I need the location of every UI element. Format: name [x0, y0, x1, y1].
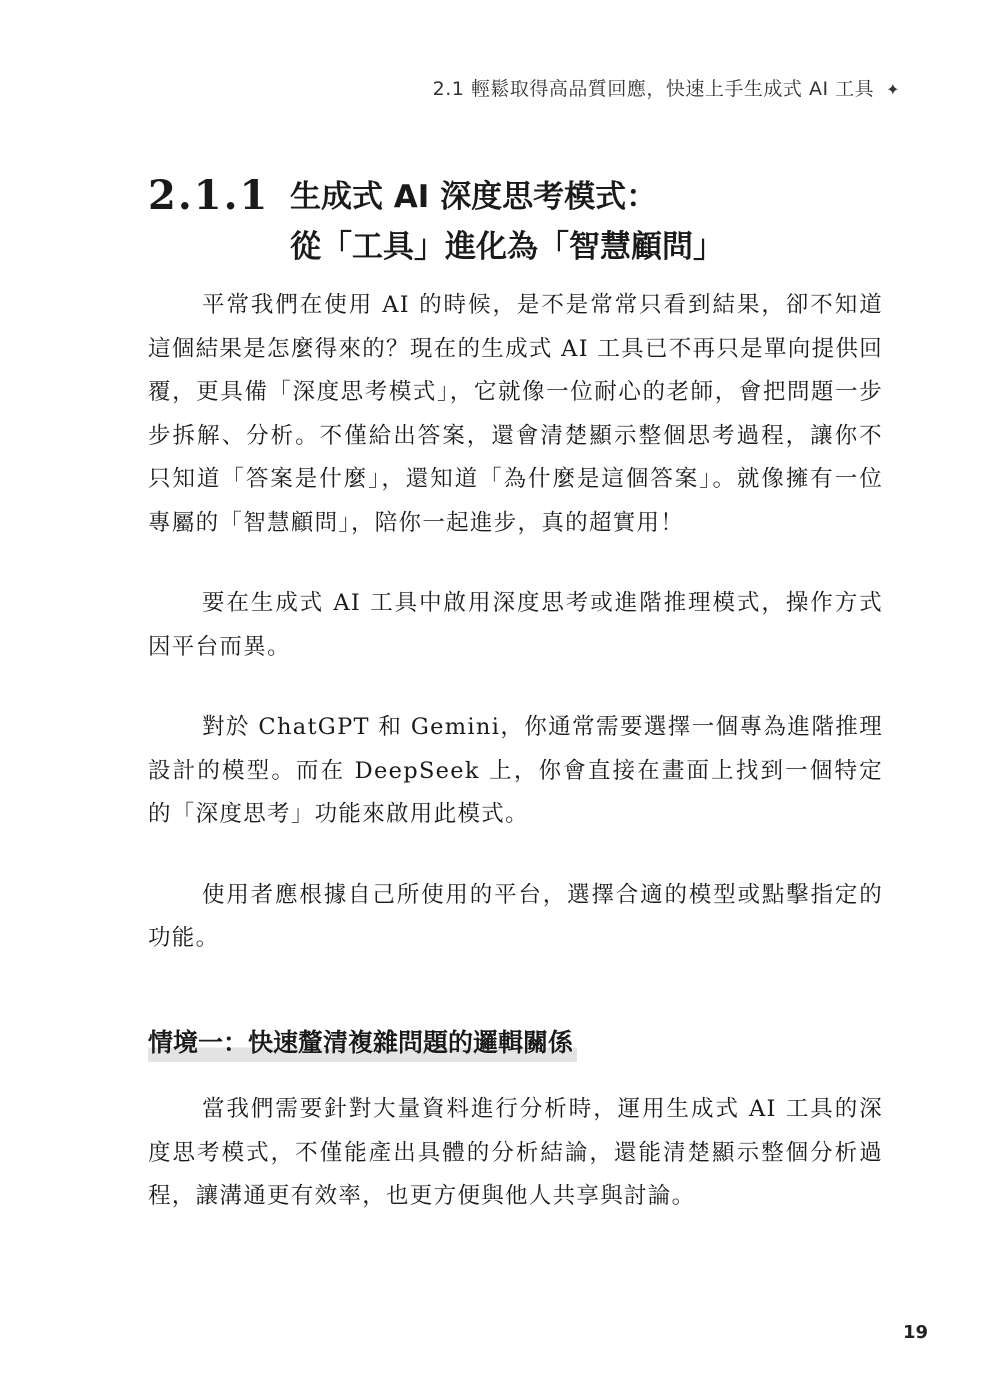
four-point-star-icon: ✦ — [886, 80, 900, 99]
section-title-line-1: 生成式 AI 深度思考模式： — [290, 179, 658, 215]
scenario-body — [148, 1088, 883, 1219]
paragraph-enable-mode: 要在生成式 AI 工具中啟用深度思考或進階推理模式，操作方式因平台而異。 — [148, 590, 883, 660]
running-header — [433, 74, 900, 101]
paragraph-advice: 使用者應根據自己所使用的平台，選擇合適的模型或點擊指定的功能。 — [148, 881, 883, 951]
section-title — [290, 172, 724, 272]
section-title-line-2: 從「工具」進化為「智慧顧問」 — [290, 229, 724, 265]
scenario-heading: 情境一：快速釐清複雜問題的邏輯關係 — [148, 1024, 577, 1062]
page-number: 19 — [902, 1322, 928, 1343]
body-text — [148, 284, 883, 961]
paragraph-intro: 平常我們在使用 AI 的時候，是不是常常只看到結果，卻不知道這個結果是怎麼得來的？現在的生成式 AI 工具已不再只是單向提供回覆，更具備「深度思考模式」，它就像一位耐心的老師，會把問題一步步拆解、分析。不僅給出答案，還會清楚顯示整個思考過程，讓你不只知道「答案是什麼」，還知道「為什麼是這個答案」。就像擁有一位專屬的「智慧顧問」，陪你一起進步，真的超實用！ — [148, 292, 883, 536]
section-number: 2.1.1 — [148, 172, 270, 219]
running-header-title: 2.1 輕鬆取得高品質回應，快速上手生成式 AI 工具 — [432, 78, 875, 100]
paragraph-platforms: 對於 ChatGPT 和 Gemini，你通常需要選擇一個專為進階推理設計的模型。而在 DeepSeek 上，你會直接在畫面上找到一個特定的「深度思考」功能來啟用此模式。 — [148, 714, 883, 827]
paragraph-scenario: 當我們需要針對大量資料進行分析時，運用生成式 AI 工具的深度思考模式，不僅能產出具體的分析結論，還能清楚顯示整個分析過程，讓溝通更有效率，也更方便與他人共享與討論。 — [148, 1096, 883, 1209]
